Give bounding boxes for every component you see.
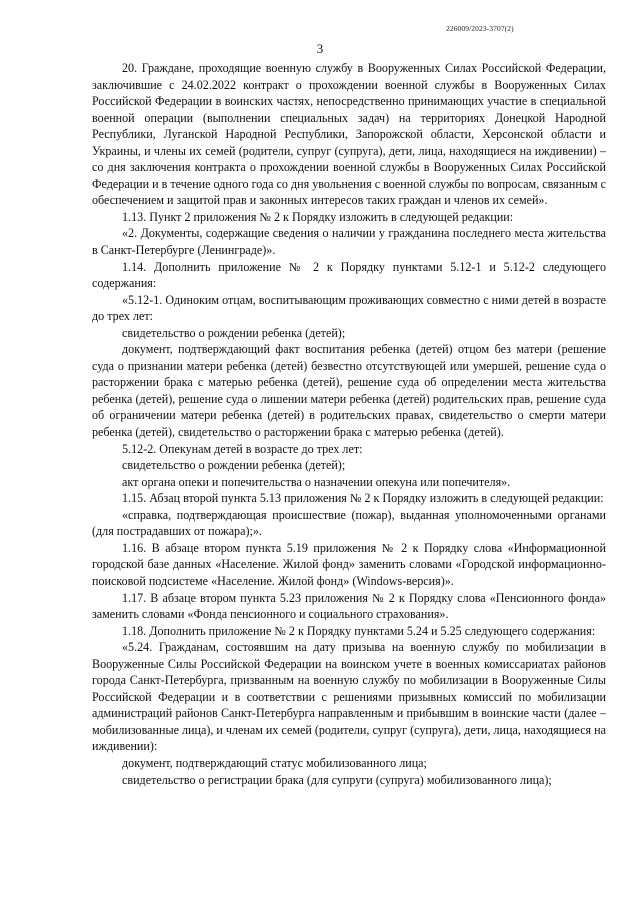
paragraph: «5.24. Гражданам, состоявшим на дату призыва на военную службу по мобилизации в Вооруженные Силы Российской Федерации на воинском учете в военных комиссариатах районов города Санкт-Петербурга, призванным на военную службу по мобилизации в Вооруженные Силы Российской Федерации и в соответствии с решениями призывных комиссий по мобилизации администраций районов Санкт-Петербурга направленным и прибывшим в воинские части (далее – мобилизованные лица), и членам их семей (родители, супруг (супруга), дети, лица, находящиеся на иждивении): — [92, 640, 606, 754]
paragraph: 1.17. В абзаце втором пункта 5.23 приложения № 2 к Порядку слова «Пенсионного фонда» заменить словами «Фонда пенсионного и социального страхования». — [92, 590, 606, 622]
paragraph: документ, подтверждающий статус мобилизованного лица; — [122, 755, 427, 770]
paragraph: «2. Документы, содержащие сведения о наличии у гражданина последнего места жительства в Санкт-Петербурге (Ленинграде)». — [92, 226, 606, 258]
paragraph: 5.12-2. Опекунам детей в возрасте до трех лет: — [122, 441, 363, 456]
paragraph: 20. Граждане, проходящие военную службу в Вооруженных Силах Российской Федерации, заключившие с 24.02.2022 контракт о прохождении военной службы в Вооруженных Силах Российской Федерации в воинских частях, непосредственно принимающих участие в специальной военной операции (выполнении специальных задач) на территориях Донецкой Народной Республики, Луганской Народной Республики, Запорожской области, Херсонской области и Украины, и члены их семей (родители, супруг (супруга), дети, лица, находящиеся на иждивении) – со дня заключения контракта о прохождении военной службы в Вооруженных Силах Российской Федерации и в течение одного года со дня увольнения с военной службы по вопросам, связанным с обеспечением и защитой прав и законных интересов таких граждан и членов их семей». — [92, 61, 606, 208]
paragraph: 1.15. Абзац второй пункта 5.13 приложения № 2 к Порядку изложить в следующей редакции: — [122, 491, 604, 506]
paragraph: 1.16. В абзаце втором пункта 5.19 приложения № 2 к Порядку слова «Информационной городской базе данных «Население. Жилой фонд» заменить словами «Городской информационно-поисковой подсистеме «Население. Жилой фонд» (Windows-версия)». — [92, 540, 606, 588]
paragraph: 1.13. Пункт 2 приложения № 2 к Порядку изложить в следующей редакции: — [122, 209, 514, 224]
paragraph: 1.18. Дополнить приложение № 2 к Порядку пунктами 5.24 и 5.25 следующего содержания: — [122, 623, 596, 638]
paragraph: «справка, подтверждающая происшествие (пожар), выданная уполномоченными органами (для пострадавших от пожара);». — [92, 507, 606, 539]
document-body — [92, 60, 606, 788]
paragraph: свидетельство о рождении ребенка (детей); — [122, 325, 346, 340]
paragraph: 1.14. Дополнить приложение № 2 к Порядку пунктами 5.12-1 и 5.12-2 следующего содержания: — [92, 259, 606, 291]
paragraph: акт органа опеки и попечительства о назначении опекуна или попечителя». — [122, 474, 511, 489]
paragraph: свидетельство о регистрации брака (для супруги (супруга) мобилизованного лица); — [122, 772, 552, 787]
paragraph: «5.12-1. Одиноким отцам, воспитывающим проживающих совместно с ними детей в возрасте до трех лет: — [92, 292, 607, 324]
page-number: 3 — [316, 41, 324, 56]
paragraph: документ, подтверждающий факт воспитания ребенка (детей) отцом без матери (решение суда о признании матери ребенка (детей) безвестно отсутствующей или умершей, решение суда о расторжении брака с матерью ребенка (детей), решение суда об определении места жительства ребенка (детей), решение суда о лишении матери ребенка (детей) родительских прав, решение суда об ограничении матери ребенка (детей) в родительских правах, свидетельство о смерти матери ребенка (детей), свидетельство о расторжении брака с матерью ребенка (детей). — [92, 342, 606, 440]
paragraph: свидетельство о рождении ребенка (детей); — [122, 458, 346, 473]
document-number: 226009/2023-3707(2) — [446, 24, 514, 33]
